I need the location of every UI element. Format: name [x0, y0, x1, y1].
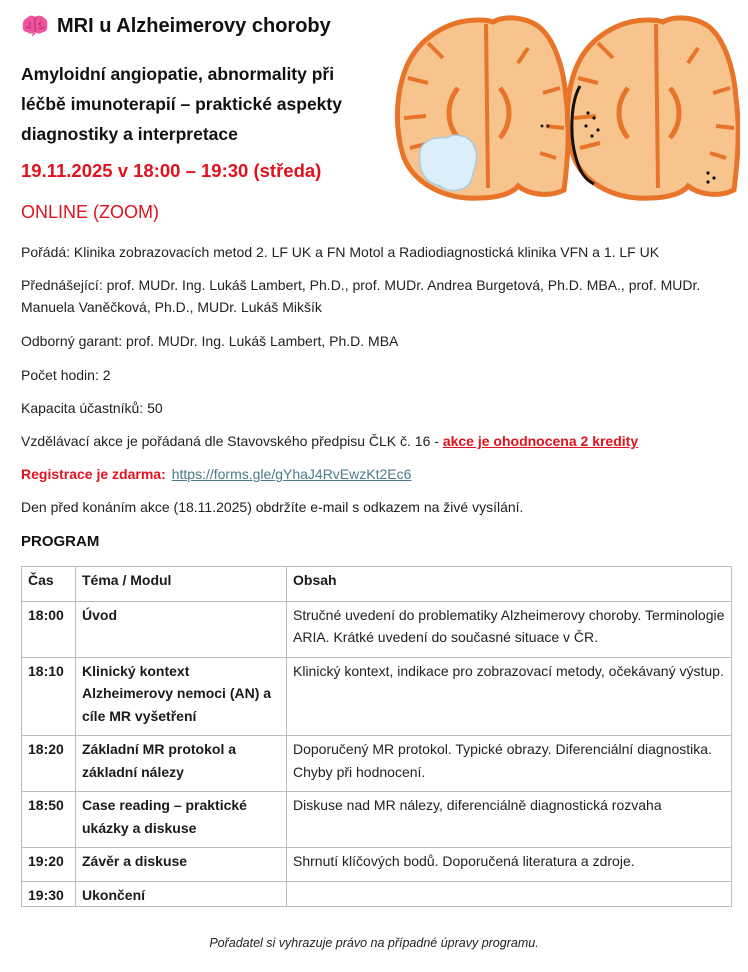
row-time: 19:20: [22, 848, 76, 882]
row-topic: Ukončení: [76, 881, 287, 907]
accreditation-line: [21, 430, 731, 452]
row-time: 18:20: [22, 736, 76, 792]
column-header-time: Čas: [22, 567, 76, 602]
row-content: Stručné uvedení do problematiky Alzheimerovy choroby. Terminologie ARIA. Krátké uvedení do současné situace v ČR.: [287, 601, 732, 657]
program-heading: PROGRAM: [21, 533, 100, 550]
row-content: Shrnutí klíčových bodů. Doporučená literatura a zdroje.: [287, 848, 732, 882]
program-table: [21, 566, 732, 907]
page-title: [21, 14, 331, 38]
row-time: 18:50: [22, 792, 76, 848]
brain-mri-illustration: [388, 8, 740, 204]
row-content: Doporučený MR protokol. Typické obrazy. Diferenciální diagnostika. Chyby při hodnocení.: [287, 736, 732, 792]
table-row: [22, 881, 732, 907]
table-row: [22, 736, 732, 792]
row-topic: Závěr a diskuse: [76, 848, 287, 882]
row-topic: Úvod: [76, 601, 287, 657]
title-text: MRI u Alzheimerovy choroby: [57, 14, 331, 37]
event-subtitle: Amyloidní angiopatie, abnormality při léčbě imunoterapií – praktické aspekty diagnostiky a interpretace: [21, 64, 342, 144]
column-header-topic: Téma / Modul: [76, 567, 287, 602]
table-row: [22, 792, 732, 848]
row-topic: Case reading – praktické ukázky a diskuse: [76, 792, 287, 848]
row-time: 19:30: [22, 881, 76, 907]
row-topic: Klinický kontext Alzheimerovy nemoci (AN) a cíle MR vyšetření: [76, 657, 287, 736]
registration-label: Registrace je zdarma:: [21, 466, 166, 482]
event-format: ONLINE (ZOOM): [21, 202, 159, 222]
table-row: [22, 657, 732, 736]
footer-note: Pořadatel si vyhrazuje právo na případné úpravy programu.: [209, 936, 539, 950]
brain-left-icon: [397, 18, 568, 198]
accreditation-text: Vzdělávací akce je pořádaná dle Stavovského předpisu ČLK č. 16 -: [21, 433, 443, 449]
table-row: [22, 848, 732, 882]
row-content: Klinický kontext, indikace pro zobrazovací metody, očekávaný výstup.: [287, 657, 732, 736]
row-time: 18:10: [22, 657, 76, 736]
registration-link[interactable]: https://forms.gle/gYhaJ4RvEwzKt2Ec6: [171, 466, 412, 482]
organizer-text: Pořádá: Klinika zobrazovacích metod 2. LF UK a FN Motol a Radiodiagnostická klinika VFN a 1. LF UK: [21, 244, 660, 260]
column-header-content: Obsah: [287, 567, 732, 602]
row-content: Diskuse nad MR nálezy, diferenciálně diagnostická rozvaha: [287, 792, 732, 848]
table-header-row: [22, 567, 732, 602]
brain-icon: [21, 14, 49, 38]
brain-right-icon: [567, 18, 738, 198]
event-date: 19.11.2025 v 18:00 – 19:30 (středa): [21, 160, 322, 181]
credits-link[interactable]: akce je ohodnocena 2 kredity: [442, 433, 639, 449]
table-row: [22, 601, 732, 657]
hours-text: Počet hodin: 2: [21, 367, 111, 383]
stream-notice: Den před konáním akce (18.11.2025) obdržíte e-mail s odkazem na živé vysílání.: [21, 499, 524, 515]
registration-line: [21, 463, 731, 485]
row-time: 18:00: [22, 601, 76, 657]
guarantor-text: Odborný garant: prof. MUDr. Ing. Lukáš Lambert, Ph.D. MBA: [21, 333, 399, 349]
capacity-text: Kapacita účastníků: 50: [21, 400, 163, 416]
row-topic: Základní MR protokol a základní nálezy: [76, 736, 287, 792]
lecturers-text: Přednášející: prof. MUDr. Ing. Lukáš Lambert, Ph.D., prof. MUDr. Andrea Burgetová, Ph.D. MBA., prof. MUDr. Manuela Vaněčková, Ph.D., MUDr. Lukáš Mikšík: [21, 277, 701, 315]
row-content: [287, 881, 732, 907]
